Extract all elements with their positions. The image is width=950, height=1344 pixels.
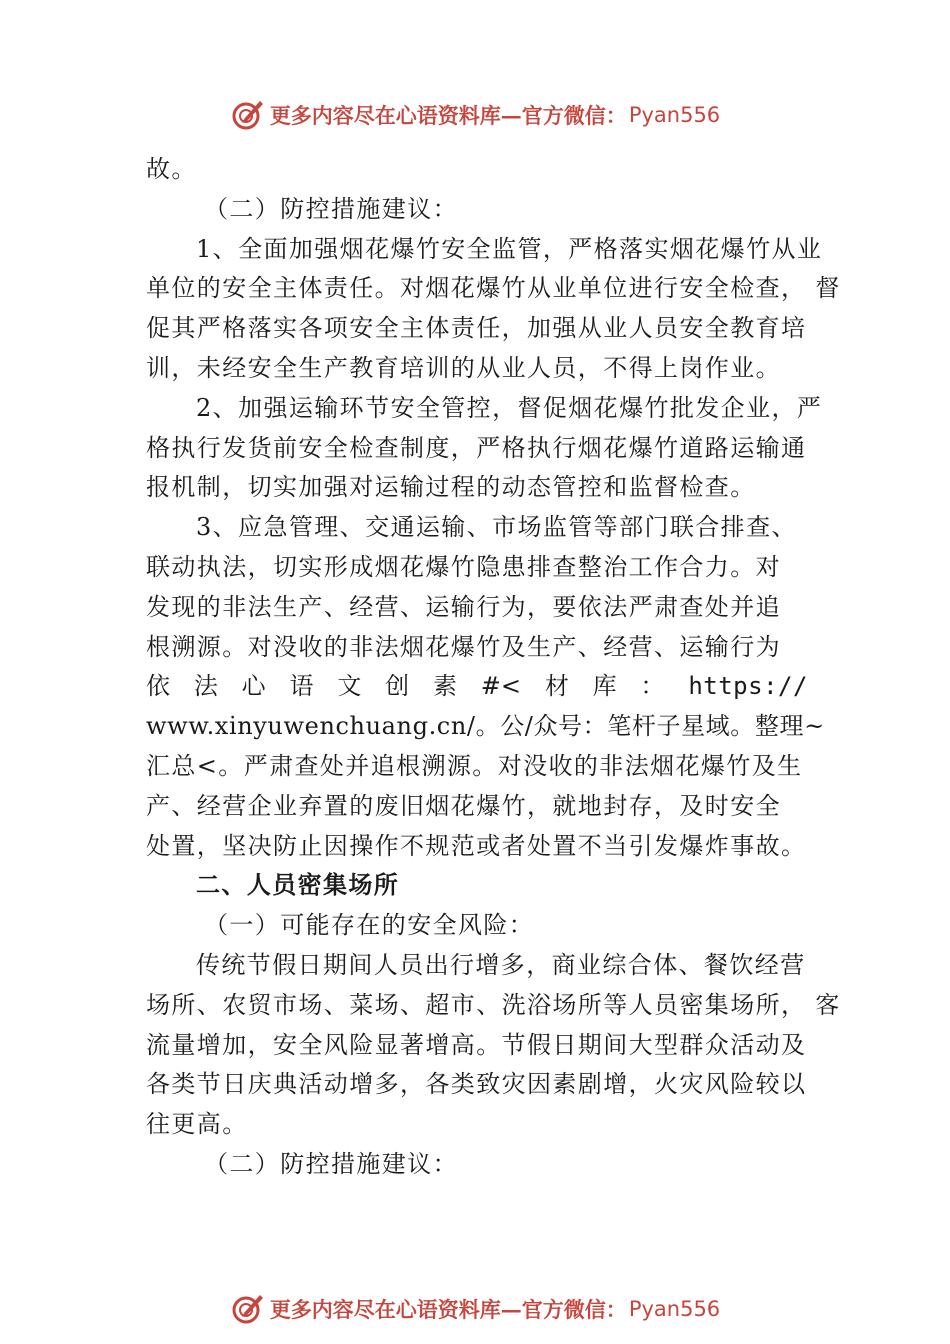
- spaced-char: 语: [289, 672, 314, 701]
- section-subheading: （一）可能存在的安全风险：: [204, 911, 535, 940]
- paragraph-line: 促其严格落实各项安全主体责任，加强从业人员安全教育培: [146, 314, 807, 343]
- spaced-char: #<: [480, 672, 522, 701]
- paragraph-line: 联动执法，切实形成烟花爆竹隐患排查整治工作合力。对: [146, 552, 781, 581]
- quill-logo-icon: [230, 1291, 266, 1327]
- paragraph-line: 3、应急管理、交通运输、市场监管等部门联合排查、: [196, 513, 797, 542]
- paragraph-line: 格执行发货前安全检查制度，严格执行烟花爆竹道路运输通: [146, 433, 807, 462]
- paragraph-line: 1、全面加强烟花爆竹安全监管，严格落实烟花爆竹从业: [196, 234, 823, 263]
- paragraph-line: 发现的非法生产、经营、运输行为，要依法严肃查处并追: [146, 592, 781, 621]
- paragraph-line: 单位的安全主体责任。对烟花爆竹从业单位进行安全检查， 督: [146, 274, 841, 303]
- paragraph-line: 各类节日庆典活动增多，各类致灾因素剧增，火灾风险较以: [146, 1070, 807, 1099]
- banner-wechat-id: Pyan556: [628, 103, 721, 127]
- spaced-char: ：: [640, 672, 665, 701]
- document-body: [146, 150, 841, 1185]
- banner-text: 更多内容尽在心语资料库—官方微信：: [269, 103, 627, 128]
- banner-wechat-id: Pyan556: [628, 1297, 721, 1321]
- spaced-char: 素: [432, 672, 457, 701]
- quill-logo-icon: [230, 97, 266, 133]
- paragraph-line: www.xinyuwenchuang.cn/。公/众号：笔杆子星域。整理~: [146, 712, 825, 741]
- paragraph-line: 报机制，切实加强对运输过程的动态管控和监督检查。: [146, 473, 756, 502]
- section-subheading: （二）防控措施建议：: [204, 194, 458, 223]
- paragraph-line: 往更高。: [146, 1110, 248, 1139]
- paragraph-line: 传统节假日期间人员出行增多，商业综合体、餐饮经营: [196, 950, 806, 979]
- spaced-watermark-line: [146, 667, 808, 707]
- spaced-char: 库: [592, 672, 617, 701]
- spaced-char: 文: [337, 672, 362, 701]
- spaced-char: 依: [146, 672, 170, 701]
- paragraph-line: 场所、农贸市场、菜场、超市、洗浴场所等人员密集场所， 客: [146, 990, 841, 1019]
- paragraph-line: 2、加强运输环节安全管控，督促烟花爆竹批发企业，严: [196, 393, 823, 422]
- section-heading: 二、人员密集场所: [196, 871, 400, 900]
- paragraph-line: 根溯源。对没收的非法烟花爆竹及生产、经营、运输行为: [146, 632, 781, 661]
- banner-text: 更多内容尽在心语资料库—官方微信：: [269, 1297, 627, 1322]
- footer-watermark-banner: [0, 1289, 950, 1329]
- paragraph-line: 流量增加，安全风险显著增高。节假日期间大型群众活动及: [146, 1030, 807, 1059]
- spaced-char: 创: [385, 672, 410, 701]
- paragraph-line: 产、经营企业弃置的废旧烟花爆竹，就地封存，及时安全: [146, 791, 781, 820]
- spaced-char: 心: [241, 672, 266, 701]
- header-watermark-banner: [0, 95, 950, 135]
- spaced-char: 材: [544, 672, 569, 701]
- section-subheading: （二）防控措施建议：: [204, 1149, 458, 1178]
- spaced-url-fragment: https://: [688, 672, 808, 701]
- paragraph-line: 汇总<。严肃查处并追根溯源。对没收的非法烟花爆竹及生: [146, 751, 803, 780]
- paragraph-line: 处置，坚决防止因操作不规范或者处置不当引发爆炸事故。: [146, 831, 807, 860]
- spaced-char: 法: [193, 672, 218, 701]
- paragraph-line: 训，未经安全生产教育培训的从业人员，不得上岗作业。: [146, 353, 781, 382]
- paragraph-line: 故。: [146, 155, 197, 183]
